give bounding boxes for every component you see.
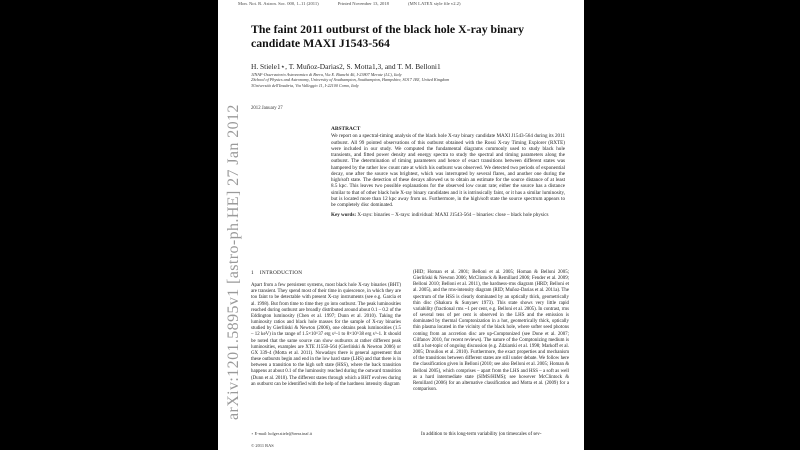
left-column — [251, 270, 401, 388]
intro-continuation: In addition to this long-term variability (on timescales of sev- — [421, 432, 542, 437]
section-heading — [251, 270, 401, 276]
abstract-block — [331, 126, 565, 219]
intro-paragraph-right: (HID; Homan et al. 2001; Belloni et al. 2005; Homan & Belloni 2005; Gierliński & Newton 2006; McClintock & Remillard 2006; Fender et al. 2009; Belloni 2010; Belloni et al. 2011), the hardness-rms diagram (HRD; Belloni et al. 2005), and the rms-intensity diagram (RID; Muñoz-Darias et al. 2011a). The spectrum of the HSS is clearly dominated by an optically thick, geometrically thin disc (Shakura & Sunyaev 1973). This state shows very little rapid variability (fractional rms ~1 per cent, e.g. Belloni et al. 2005). In contrast, rms of several tens of per cent is observed in the LHS and the emission is dominated by thermal Comptonization in a hot, geometrically thick, optically thin plasma located in the vicinity of the black hole, where softer seed photons coming from an accretion disc are up-Comptonized (see Done et al. 2007; Gilfanov 2010, for recent reviews). The nature of the Comptonizing medium is still a hot-topic of ongoing discussion (e.g. Zdziarski et al. 1998; Markoff et al. 2005; Drouliou et al. 2010). Furthermore, the exact properties and mechanism of the transitions between different states are still under debate. We follow here the classification given in Belloni (2010; see also Belloni et al. 2005; Homan & Belloni 2005), which comprises – apart from the LHS and HSS – a soft as well as a hard intermediate state (SIMS/HIMS); see however McClintock & Remillard (2006) for an alternative classification and Motta et al. (2009) for a comparison. — [413, 270, 569, 392]
keywords-text: X-rays: binaries – X-rays: individual: MAXI J1543-564 – binaries: close – black hole physics — [357, 212, 549, 219]
keywords — [331, 212, 565, 218]
abstract-heading: ABSTRACT — [331, 126, 361, 132]
arxiv-stamp: arXiv:1201.5895v1 [astro-ph.HE] 27 Jan 2012 — [225, 104, 242, 420]
submission-date: 2012 January 27 — [251, 106, 283, 111]
section-number: 1 — [251, 270, 254, 276]
intro-paragraph-left: Apart from a few persistent systems, most black hole X-ray binaries (BHT) are transient. They spend most of their time in quiescence, in which they are too faint to be detectable with present X-ray instruments (see e.g. Garcia et al. 1998). But from time to time they go into outburst. The peak luminosities reached during outburst are broadly distributed around about 0.1 – 0.2 of the Eddington luminosity (Chen et al. 1997; Dunn et al. 2010). Taking the luminosity ratios and black hole masses for the sample of X-ray binaries studied by Gierliński & Newton (2006), one obtains peak luminosities (1.5 – 12 keV) in the range of 1.5×10^37 erg s^-1 to 8×10^38 erg s^-1. It should be noted that the same source can show outbursts at rather different peak luminosities, examples are XTE J1550-564 (Gierliński & Newton 2006) or GX 339-4 (Motta et al. 2011). Nowadays there is general agreement that these outbursts begin and end in the low hard state (LHS) and that there is in between a transition to the high soft state (HSS), where the back transition happens at about 0.1 of the luminosity reached during the outward transition (Dunn et al. 2010). The different states through which a BHT evolves during an outburst can be identified with the help of the hardness intensity diagram — [251, 283, 401, 387]
keywords-label: Key words: — [331, 212, 357, 219]
running-header — [238, 1, 578, 6]
section-title: INTRODUCTION — [259, 270, 303, 276]
author-list: H. Stiele1⋆, T. Muñoz-Darias2, S. Motta1,3, and T. M. Belloni1 — [251, 62, 441, 71]
copyright-notice: © 2011 RAS — [251, 443, 274, 448]
printed-date: Printed November 13, 2018 — [337, 1, 389, 6]
email-footnote: ⋆ E-mail: holger.stiele@brera.inaf.it — [251, 431, 313, 436]
paper-title: The faint 2011 outburst of the black hole X-ray binary candidate MAXI J1543-564 — [251, 22, 524, 50]
journal-citation: Mon. Not. R. Astron. Soc. 000, 1–11 (2011) — [238, 1, 319, 6]
affiliation-1: 1INAF-Osservatorio Astronomico di Brera, Via E. Bianchi 46, I-23807 Merate (LC), Italy — [251, 72, 402, 77]
abstract-text: We report on a spectral-timing analysis of the black hole X-ray binary candidate MAXI J1543-564 during its 2011 outburst. All 99 pointed observations of this outburst obtained with the Rossi X-ray Timing Explorer (RXTE) were included in our study. We computed the fundamental diagrams commonly used to study black hole transients, and fitted power density and energy spectra to study the spectral and timing parameters along the outburst. The determination of timing parameters and hence of exact transitions between different states was hampered by the rather low count rate at which his outburst was observed. We detected two periods of exponential decay, one after the source was brightest, which was interrupted by several flares, and another one during the high/soft state. The detection of these decays allowed us to obtain an estimate for the source distance of at least 8.5 kpc. This leaves two possible explanations for the observed low count rate; either the source has a distance similar to that of other black hole X-ray binary candidates and it is intrinsically faint, or it has a similar luminosity, but is located more than 12 kpc away from us. Furthermore, in the high/soft state the source spectrum appears to be completely disc dominated. — [331, 133, 565, 208]
affiliation-3: 3Università dell'Insubria, Via Valleggio 11, I-22100 Como, Italy — [251, 82, 359, 88]
paper-page — [218, 0, 584, 450]
affiliations — [251, 72, 571, 88]
right-column — [413, 270, 569, 393]
style-note: (MN LATEX style file v2.2) — [408, 1, 461, 6]
affiliation-2: 2School of Physics and Astronomy, University of Southampton, Southampton, Hampshire, SO17 1BJ, United Kingdom — [251, 77, 450, 83]
